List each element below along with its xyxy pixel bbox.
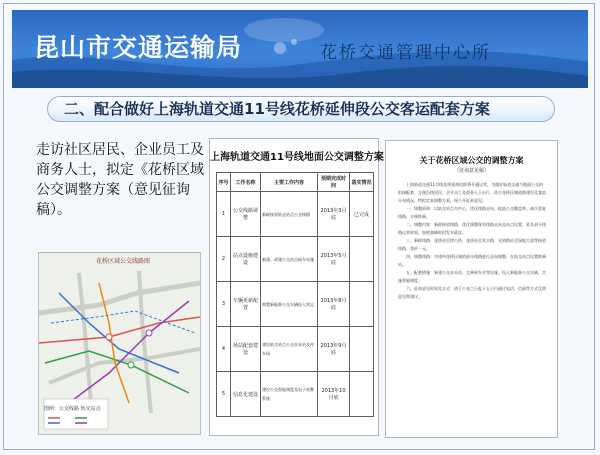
route-map-title: 花桥区域公交线路图 [96,258,151,265]
table-row [217,327,374,372]
notice-paragraph: 上海轨道交通11号线花桥延伸段即将开通运营，为做好轨道交通与地面公交的衔接配套，方便沿线居民、企业员工及商务人士出行，结合花桥区域道路建设及客流分布情况，特拟定本调整方案，现公开征询意见。 [398,182,546,203]
table-cell: 站点设施建设 [231,237,261,282]
table-cell: 2 [217,237,231,282]
notice-paragraph: 三、新辟线路：花桥站至徐公桥、花桥站至兆丰路、光明路站至绿地大道等接驳线路，票价一元。 [398,238,546,251]
table-cell: 2013年10月底 [318,372,350,417]
table-cell: 信息化建设 [231,372,261,417]
table-cell [350,237,374,282]
header-banner [12,10,588,88]
plan-document [209,138,384,436]
route-map-legend: 图例：公交线路 轨交站点 [44,406,101,412]
plan-header-cell: 落实情况 [350,173,374,192]
table-cell: 建设公交智能调度及电子站牌系统 [261,372,318,417]
notice-document-body [398,181,546,431]
table-cell: 建设轨交站点公交首末站及停车场 [261,327,318,372]
plan-table [216,172,374,417]
notice-paragraph: 六、征询意见时间及方式：请于公布之日起十五日内通过电话、信函等方式反馈意见和建议。 [398,286,546,299]
intro-text: 走访社区居民、企业员工及商务人士，拟定《花桥区域公交调整方案（意见征询稿）。 [36,142,204,218]
route-map [38,252,201,435]
table-cell [350,327,374,372]
table-cell: 公交线路调整 [231,192,261,237]
table-cell: 新辟接驳轨交站点公交线路 [261,192,318,237]
section-banner: 二、配合做好上海轨道交通11号线花桥延伸段公交客运配套方案 [47,96,555,122]
table-cell: 已完成 [350,192,374,237]
table-cell: 5 [217,372,231,417]
table-cell: 购置新能源公交车辆投入营运 [261,282,318,327]
table-cell: 车辆更新配置 [231,282,261,327]
table-cell: 1 [217,192,231,237]
table-cell: 4 [217,327,231,372]
table-row [217,282,374,327]
notice-paragraph: 二、调整内容：新辟接驳线路，优化调整现有线路走向及站点设置，延长部分线路运营时间，加密高峰时段发车班次。 [398,222,546,235]
plan-header-cell: 预期完成时间 [318,173,350,192]
plan-header-cell: 工作名称 [231,173,261,192]
notice-paragraph: 五、配套措施：新建公交首末站，完善候车亭等设施，投入新能源公交车辆，实施智能调度。 [398,270,546,283]
notice-document [385,140,558,438]
table-cell: 2013年9月底 [318,327,350,372]
header-title: 昆山市交通运输局 [34,33,243,62]
plan-header-cell: 主要工作内容 [261,173,318,192]
plan-document-title: 上海轨道交通11号线地面公交调整方案 [210,152,384,163]
plan-table-header-row [217,173,374,192]
plan-header-cell: 序号 [217,173,231,192]
table-cell: 2013年8月底 [318,282,350,327]
notice-document-title: 关于花桥区域公交的调整方案 [419,156,524,165]
table-row [217,237,374,282]
table-cell: 3 [217,282,231,327]
table-cell: 2013年5月底 [318,237,350,282]
table-cell: 场站配套建设 [231,327,261,372]
notice-document-subtitle: （征询意见稿） [453,168,489,174]
table-cell [350,282,374,327]
table-cell: 2013年3月底 [318,192,350,237]
table-row [217,372,374,417]
table-cell: 新建、改建公交站点候车设施 [261,237,318,282]
notice-paragraph: 四、调整线路：对途经花桥区域的部分线路进行走向调整，在轨交站点设置换乘站。 [398,254,546,267]
table-cell [350,372,374,417]
notice-paragraph: 一、调整原则：以轨交站点为中心，优化线路走向，提高公交覆盖率，减少重复线路，方便换乘。 [398,206,546,219]
table-row [217,192,374,237]
header-subtitle: 花桥交通管理中心所 [320,43,491,63]
